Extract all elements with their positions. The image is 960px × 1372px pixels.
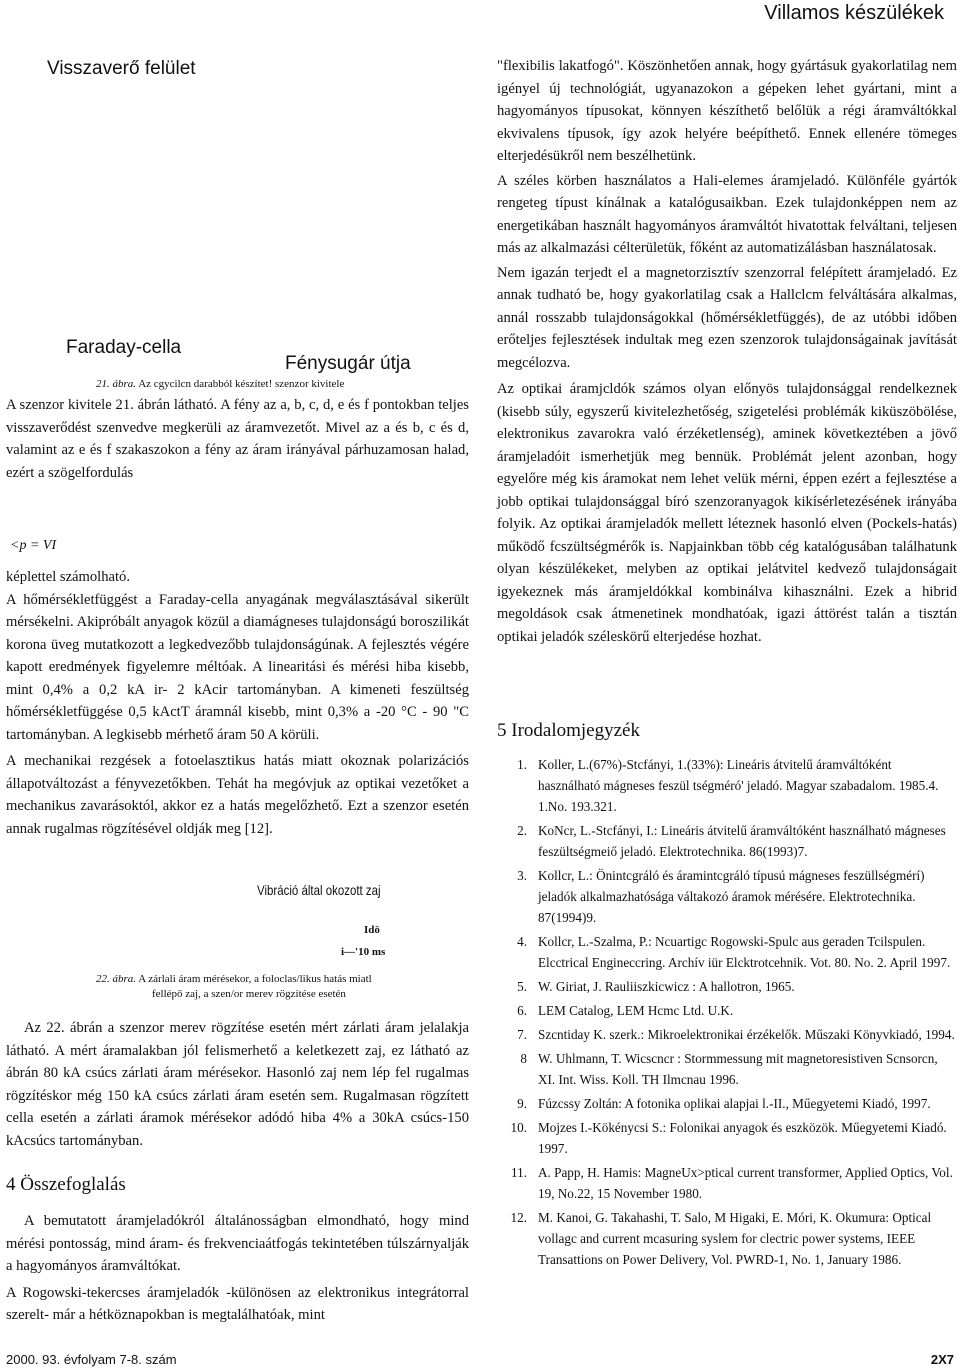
reference-item	[497, 865, 957, 928]
left-column-summary	[6, 1210, 469, 1327]
reference-text: Fúzcssy Zoltán: A fotonika oplikai alapjai l.-II., Műegyetemi Kiadó, 1997.	[538, 1096, 931, 1111]
reference-text: W. Uhlmann, T. Wicscncr : Stormmessung mit magnetoresistiven Scnsorcn, XI. Int. Wiss. Koll. TH Ilmcnau 1996.	[538, 1051, 938, 1087]
figure21-label-reflective-surface: Visszaverő felület	[47, 58, 196, 79]
reference-item	[497, 1162, 957, 1204]
reference-text: Kollcr, L.: Önintcgráló és áramintcgráló típusú mágneses feszüllségmérí) jeladók alkalmazhatósága váltakozó áramok mérésére. Elektrotechnika. 87(1994)9.	[538, 868, 925, 925]
reference-text: Kollcr, L.-Szalma, P.: Ncuartigc Rogowski-Spulc aus geraden Tcilspulen. Elcctrical Engineccring. Archív iür Elcktrotcehnik. Vot. 80. No. 2. April 1997.	[538, 934, 951, 970]
reference-item	[497, 1024, 957, 1045]
journal-title: Villamos készülékek	[764, 2, 944, 24]
paragraph-temperature: A hőmérsékletfüggést a Faraday-cella anyagának megválasztásával sikerült mérsékelni. Akipróbált anyagok közül a diamágneses tulajdonságú boroszilikát korona üveg mutatkozott a legkedvezőbb tulajdonságúnak. A fejlesztés végére kapott eredmények figyelemre méltóak. A linearitási és mérési hiba kisebb, mint 0,4% a 0,2 kA ir- 2 kAcir tartományban. A kimeneti feszültség hőmérsékletfüggése 0,5 kActT áramnál kisebb, mint 0,3% a -20 °C - 90 "C tartományban. A legkisebb mérhető áram 50 A körüli.	[6, 591, 469, 743]
figure21-label-beam-path: Fénysugár útja	[285, 353, 411, 374]
paragraph-formula-note: képlettel számolható.	[6, 569, 131, 585]
reference-text: LEM Catalog, LEM Hcmc Ltd. U.K.	[538, 1003, 734, 1018]
paragraph-summary-2: A Rogowski-tekercses áramjeladók -különösen az elektronikus integrátorral szerelt- már a hétköznapokban is megtalálhatóak, mint	[6, 1284, 469, 1323]
reference-number: 3.	[517, 868, 527, 883]
paragraph-sensor-design: A szenzor kivitele 21. ábrán látható. A fény az a, b, c, d, e és f pontokban teljes visszaverődést szenvedve megkerüli az áramvezetőt. Mivel az a és b, c és d, valamint az e és f szakaszokon a fény az áram irányával párhuzamosan halad, ezért a szögelfordulás	[6, 397, 469, 481]
reference-text: Szcntiday K. szerk.: Mikroelektronikai érzékelők. Műszaki Könyvkiadó, 1994.	[538, 1027, 955, 1042]
left-column-upper	[6, 394, 469, 484]
reference-number: 4.	[517, 934, 527, 949]
paragraph-magnetoresistive: Nem igazán terjedt el a magnetorzisztív szenzorral felépített áramjeladó. Ez annak tudható be, hogy gyakorlatilag csak a Hallclcm felváltására alkalmas, annál rosszabb tulajdonságokkal (hőmérsékletfüggés), de az utóbbi időben erőteljes fejlesztések indultak meg ezen szenzorok tulajdonságainak javítását megcélozva.	[497, 264, 957, 371]
paragraph-hall-element: A széles körben használatos a Hali-elemes áramjeladó. Különféle gyártók rengeteg típust kínálnak a katalógusaikban. Ezek tulajdonképpen nem az energetikában használt hagyományos áramváltót hivatottak felváltani, teljesen más az alkalmazási célterületük, főként az automatizálásban használatosak.	[497, 172, 957, 256]
paragraph-short-circuit: Az 22. ábrán a szenzor merev rögzítése esetén mért zárlati áram jelalakja látható. A mért áramalakban jól felismerhető a keletkezett zaj, ez látható az ábrán 80 kA csúcs zárlati áram mérésekor. Hasonló zaj nem lép fel rugalmas rögzítéskor még 150 kA csúcs zárlati áram esetén sem. Rugalmasan rögzített cella esetén a zárlati áramok mérésekor adódó hiba 4% a 30kA csúcs-150 kAcsúcs tartományban.	[6, 1020, 469, 1149]
paragraph-flexible-clamp: "flexibilis lakatfogó". Köszönhetően annak, hogy gyártásuk gyakorlatilag nem igényel új technológiát, ugyanazokon a gépeken lehet gyártani, mint a hagyományos típusokat, könnyen készíthető belőlük a régi áramváltókkal ekvivalens típusok, így azok helyére beépíthető. Ennek ellenére tömeges elterjedésükről nem beszélhetünk.	[497, 58, 957, 164]
reference-number: 10.	[510, 1120, 527, 1135]
figure21-caption-number: 21. ábra.	[96, 378, 137, 390]
reference-text: Mojzes I.-Kökénycsi S.: Folonikai anyagok és eszközök. Műegyetemi Kiadó. 1997.	[538, 1120, 947, 1156]
section-5-title: 5 Irodalomjegyzék	[497, 720, 640, 741]
reference-item	[497, 1000, 957, 1021]
left-column-lower	[6, 1017, 469, 1152]
figure21-label-faraday-cell: Faraday-cella	[66, 337, 182, 358]
reference-number: 11.	[511, 1165, 527, 1180]
reference-item	[497, 1048, 957, 1090]
figure22-caption-line2: fellépő zaj, a szen/or merev rögzítése esetén	[152, 988, 346, 1000]
formula-rotation-angle: <p = VI	[10, 538, 57, 553]
reference-item	[497, 820, 957, 862]
paragraph-mechanical: A mechanikai rezgések a fotoelasztikus hatás miatt okoznak polarizációs állapotváltozást a fényvezetőkben. Tehát ha megóvjuk az optikai vezetőket a mechanikus zavarásoktól, akkor ez a hatás megelőzhető. Ezt a szenzor esetén annak rugalmas rögzítésével oldják meg [12].	[6, 753, 469, 837]
reference-item	[497, 976, 957, 997]
section-4-title: 4 Összefoglalás	[6, 1174, 126, 1195]
figure21-caption	[96, 377, 344, 391]
reference-number: 6.	[517, 1003, 527, 1018]
left-column-middle	[6, 566, 469, 840]
reference-item	[497, 931, 957, 973]
right-column-text	[497, 55, 957, 648]
reference-number: 2.	[517, 823, 527, 838]
figure22-caption-line1: A zárlali áram mérésekor, a foloclas/likus hatás miatl	[138, 973, 372, 985]
reference-number: 1.	[517, 757, 527, 772]
reference-text: M. Kanoi, G. Takahashi, T. Salo, M Higaki, E. Móri, K. Okumura: Optical vollagc and current mcasuring syslem for clectric power systems, IEEE Transattions on Power Delivery, Vol. PWRD-1, No. 1, January 1986.	[538, 1210, 932, 1267]
reference-number: 9.	[517, 1096, 527, 1111]
reference-item	[497, 1117, 957, 1159]
figure21-caption-text: Az cgycilcn darabból készítet! szenzor kivitele	[138, 378, 345, 390]
reference-number: 5.	[517, 979, 527, 994]
figure22-label-time: Idö	[364, 924, 380, 936]
reference-number: 12.	[510, 1210, 527, 1225]
figure22-caption	[96, 972, 372, 986]
footer-page-number: 2X7	[930, 1352, 954, 1367]
reference-text: W. Giriat, J. Rauliiszkicwicz : A hallotron, 1965.	[538, 979, 795, 994]
reference-text: A. Papp, H. Hamis: MagneUx>ptical current transformer, Applied Optics, Vol. 19, No.22, 15 November 1980.	[538, 1165, 953, 1201]
footer-issue: 2000. 93. évfolyam 7-8. szám	[6, 1352, 177, 1367]
reference-text: KoNcr, L.-Stcfányi, I.: Lineáris átvitelű áramváltóként használható mágneses feszültségmeiő jeladó. Elektrotechnika. 86(1993)7.	[538, 823, 946, 859]
figure22-label-vibration-noise: Vibráció által okozott zaj	[257, 882, 381, 898]
figure22-label-scale: i—'10 ms	[341, 946, 386, 958]
reference-number: 7.	[517, 1027, 527, 1042]
reference-list	[497, 754, 957, 1273]
paragraph-optical: Az optikai áramjcldók számos olyan előnyös tulajdonsággal rendelkeznek (kisebb súly, egyszerű kivitelezhetőség, szigetelési problémák kiküszöbölése, elektronikus zavarokra való érzéketlenség), aminek következtében a jövő áramjeladóit ismerhetjük meg bennük. Problémát jelent azonban, hogy egyelőre még kis áramokat nem lehet velük mérni, éppen ezért a fejlesztése a jobb optikai tulajdonsággal bíró szenzoranyagok kikísérletezésének irányába folyik. Az optikai áramjeladók mellett léteznek hasonló elven (Pockels-hatás) működő fcszültségmérők is. Napjainkban több cég katalógusában találhatunk olyan készülékeket, melyben az optikai jelátvitel kedvező tulajdonságait igyekeznek más áramjeldókkal kombinálva kihasználni. Ezek a hibrid megoldások csak átmenetinek mondhatóak, igazi áttörést talán a tisztán optikai jeladók széleskörű elterjedése hozhat.	[497, 381, 957, 645]
reference-number: 8	[520, 1051, 527, 1066]
reference-item	[497, 754, 957, 817]
reference-text: Koller, L.(67%)-Stcfányi, 1.(33%): Lineáris átvitelű áramváltóként használható mágneses feszül tségméró' jeladó. Magyar szabadalom. 1985.4. 1.No. 193.321.	[538, 757, 939, 814]
paragraph-summary-1: A bemutatott áramjeladókról általánosságban elmondható, hogy mind mérési pontosság, mind áram- és frekvenciaátfogás tekintetében túlszárnyalják a hagyományos áramváltókat.	[6, 1213, 469, 1274]
reference-item	[497, 1207, 957, 1270]
figure22-caption-number: 22. ábra.	[96, 973, 137, 985]
reference-item	[497, 1093, 957, 1114]
